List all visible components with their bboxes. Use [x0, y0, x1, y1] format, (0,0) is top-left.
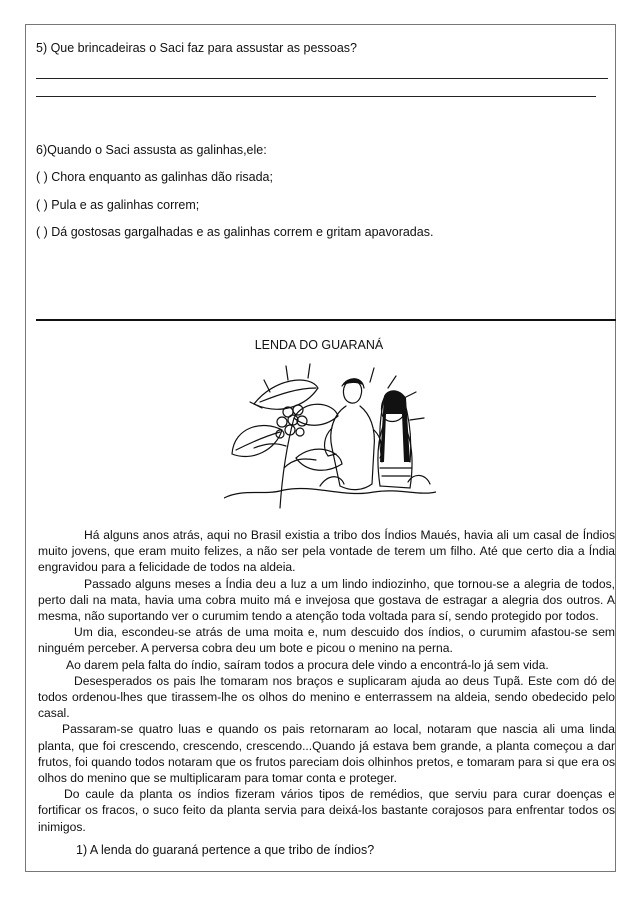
story-paragraph: Passaram-se quatro luas e quando os pais retornaram ao local, notaram que nascia ali uma linda planta, que foi crescendo, crescendo, crescendo...Quando já estava bem grande, a planta começou a dar frutos, foi quando todos notaram que os frutos pareciam dois olhinhos pretos, e tomaram para si que era os olhos do menino que se multiplicaram para tomar conta e proteger.	[38, 722, 615, 786]
legend-title: LENDA DO GUARANÁ	[254, 338, 384, 352]
legend-story	[38, 527, 615, 835]
question-6: 6)Quando o Saci assusta as galinhas,ele:	[36, 143, 267, 157]
story-paragraph: Passado alguns meses a Índia deu a luz a um lindo indiozinho, que tornou-se a alegria de todos, perto dali na mata, havia uma cobra muito má e invejosa que gostava de estragar a alegria dos outros. A mesma, não suportando ver o curumim tendo a atenção toda voltada para sí, sendo protegido por todos.	[38, 576, 615, 624]
question-guarana-tribe: 1) A lenda do guaraná pertence a que tribo de índios?	[76, 843, 375, 857]
option-1: ( ) Chora enquanto as galinhas dão risada;	[36, 170, 273, 184]
option-2: ( ) Pula e as galinhas correm;	[36, 198, 200, 212]
section-divider	[36, 319, 616, 321]
guarana-illustration	[224, 358, 436, 510]
option-3: ( ) Dá gostosas gargalhadas e as galinhas correm e gritam apavoradas.	[36, 225, 434, 239]
answer-line-2	[36, 96, 596, 97]
story-paragraph: Há alguns anos atrás, aqui no Brasil existia a tribo dos Índios Maués, havia ali um casal de Índios muito jovens, que eram muito felizes, a não ser pela vontade de terem um filho. Até que certo dia a Índia engravidou para a felicidade de todos na aldeia.	[38, 528, 615, 575]
story-paragraph: Ao darem pela falta do índio, saíram todos a procura dele vindo a encontrá-lo já sem vida.	[66, 657, 549, 672]
story-paragraph: Do caule da planta os índios fizeram vários tipos de remédios, que serviu para curar doenças e fortificar os fracos, o suco feito da planta servia para deixá-los bastante corajosos para enfrentar todos os inimigos.	[38, 787, 615, 834]
question-5: 5) Que brincadeiras o Saci faz para assustar as pessoas?	[36, 41, 358, 55]
story-paragraph: Um dia, escondeu-se atrás de uma moita e, num descuido dos índios, o curumim afastou-se sem ninguém perceber. A perversa cobra deu um bote e picou o menino na perna.	[38, 625, 615, 656]
answer-line-1	[36, 78, 608, 79]
story-paragraph: Desesperados os pais lhe tomaram nos braços e suplicaram ajuda ao deus Tupã. Este com dó de todos ordenou-lhes que tirassem-lhe os olhos do menino e enterrassem na aldeia, sendo obedecido pelo casal.	[38, 673, 615, 721]
